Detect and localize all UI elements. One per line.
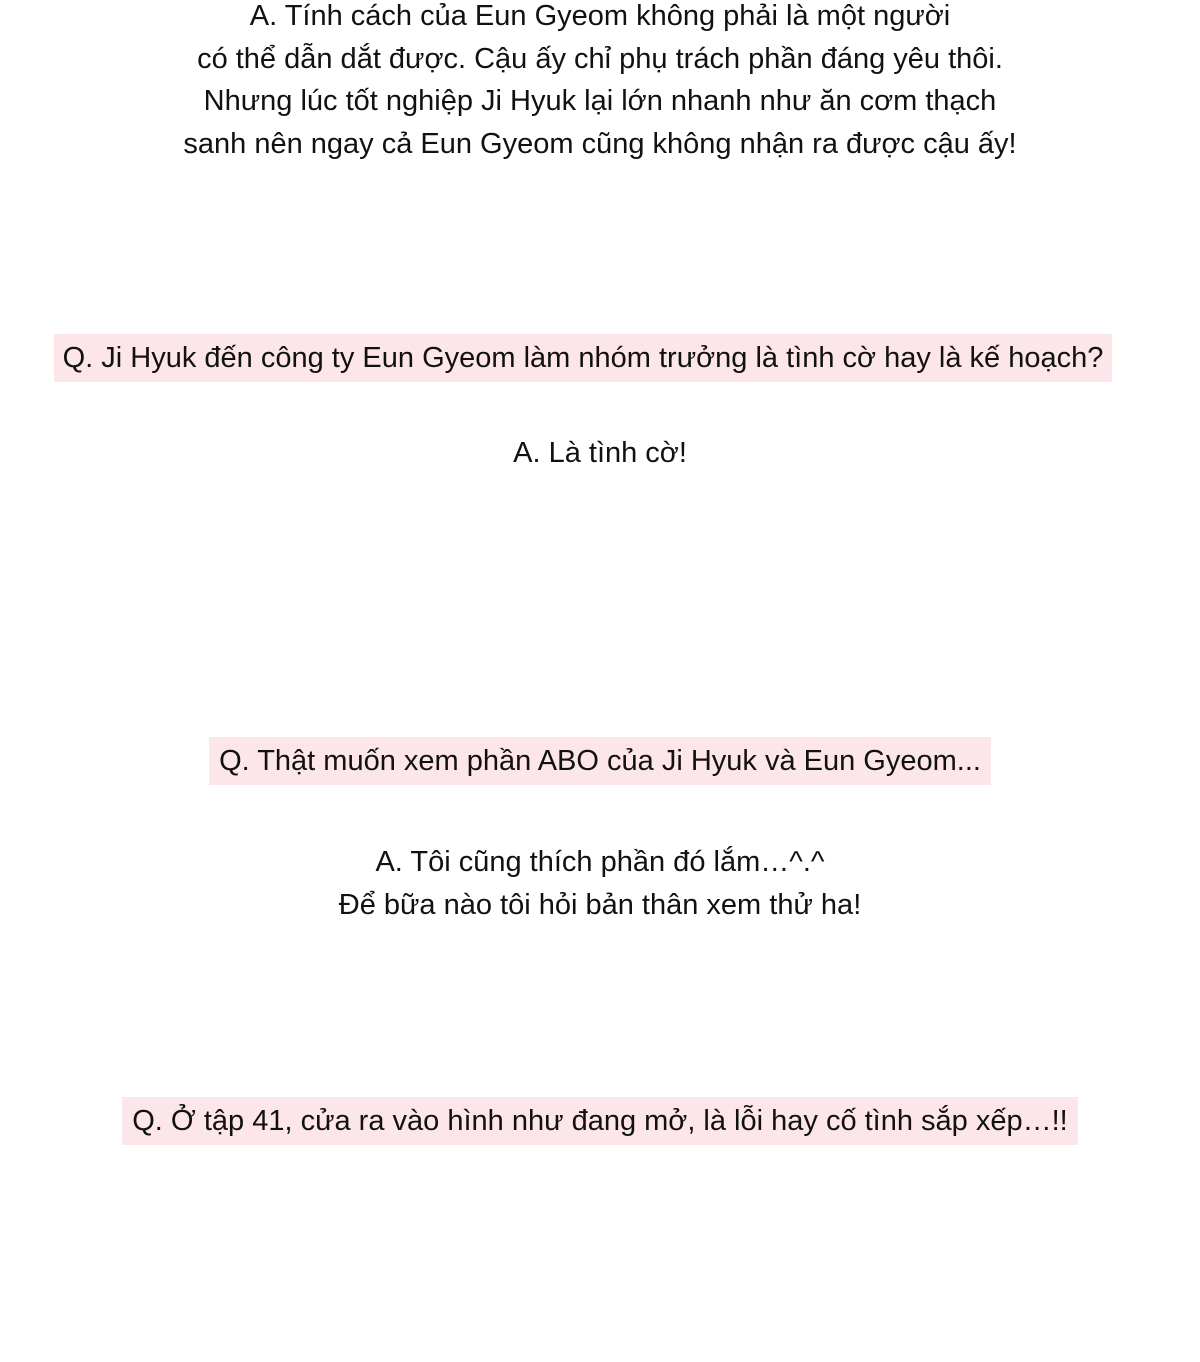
answer-1-text: A. Là tình cờ! [513,437,687,469]
answer-intro-line-1: A. Tính cách của Eun Gyeom không phải là một người [249,0,951,32]
answer-2-line-2: Để bữa nào tôi hỏi bản thân xem thử ha! [338,888,862,921]
answer-1 [0,432,1200,475]
answer-intro-line-2: có thể dẫn dắt được. Cậu ấy chỉ phụ trách phần đáng yêu thôi. [197,42,1003,75]
question-2: Q. Thật muốn xem phần ABO của Ji Hyuk và Eun Gyeom... [209,737,991,785]
answer-intro-line-3: Nhưng lúc tốt nghiệp Ji Hyuk lại lớn nhanh như ăn cơm thạch [203,85,997,117]
question-1: Q. Ji Hyuk đến công ty Eun Gyeom làm nhóm trưởng là tình cờ hay là kế hoạch? [54,334,1113,382]
answer-intro-line-4: sanh nên ngay cả Eun Gyeom cũng không nhận ra được cậu ấy! [183,127,1017,160]
answer-intro [0,0,1200,165]
answer-2 [0,841,1200,926]
question-3: Q. Ở tập 41, cửa ra vào hình như đang mở, là lỗi hay cố tình sắp xếp…!! [122,1097,1078,1145]
question-1-block [0,334,1183,382]
question-3-block [0,1097,1200,1145]
question-2-block [0,737,1200,785]
answer-2-line-1: A. Tôi cũng thích phần đó lắm…^.^ [375,846,825,878]
